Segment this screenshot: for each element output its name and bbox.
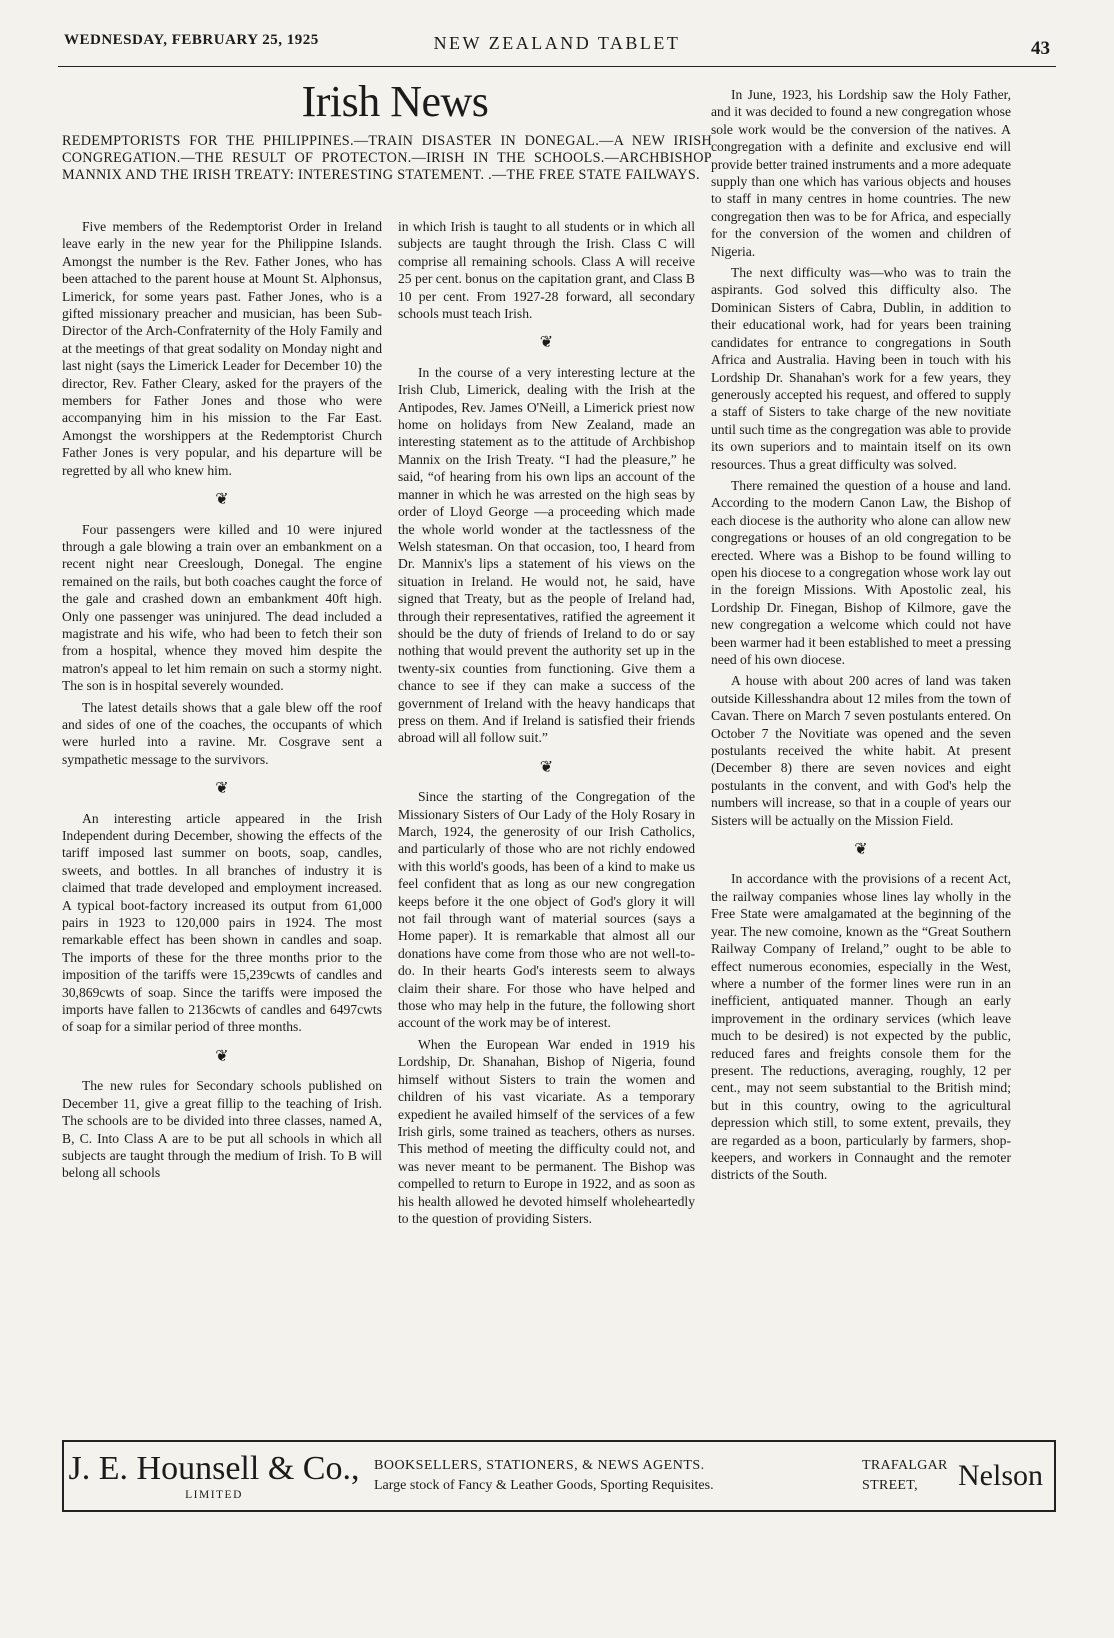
article-paragraph: The latest details shows that a gale blew off the roof and sides of one of the coaches, the occupants of which were hurled into a ravine. Mr. Cosgrave sent a sympathetic message to the survivors.	[62, 699, 382, 767]
advertisement-line-1: BOOKSELLERS, STATIONERS, & NEWS AGENTS.	[374, 1458, 705, 1473]
advertisement-town: Nelson	[958, 1459, 1043, 1492]
masthead: NEW ZEALAND TABLET	[433, 33, 681, 53]
page-number: 43	[1031, 38, 1050, 59]
section-subheading: REDEMPTORISTS FOR THE PHILIPPINES.—TRAIN DISASTER IN DONEGAL.—A NEW IRISH CONGREGATION.—THE RESULT OF PROTECTON.—IRISH IN THE SCHOOLS.—ARCHBISHOP MANNIX AND THE IRISH TREATY: INTERESTING STATEMENT. .—THE FREE STATE FAILWAYS.	[62, 133, 712, 183]
street-line-1: TRAFALGAR	[862, 1458, 948, 1473]
ornament-icon: ❦	[539, 334, 554, 352]
article-paragraph: When the European War ended in 1919 his Lordship, Dr. Shanahan, Bishop of Nigeria, found himself without Sisters to train the women and children of his vast vicariate. As a temporary expedient he availed himself of the services of a few Irish girls, some trained as teachers, others as nurses. This method of meeting the difficulty could not, and was never meant to be permanent. The Bishop was compelled to return to Europe in 1922, and as soon as his health allowed he devoted himself wholeheartedly to the question of providing Sisters.	[398, 1036, 695, 1226]
advertiser-name: J. E. Hounsell & Co.,	[68, 1450, 360, 1487]
advertiser-suffix: LIMITED	[185, 1489, 243, 1501]
advertiser-name-block	[64, 1451, 364, 1501]
ornament-icon: ❦	[215, 491, 229, 509]
article-paragraph: Since the starting of the Congregation of the Missionary Sisters of Our Lady of the Holy Rosary in March, 1924, the generosity of our Irish Catholics, and particularly of those who are not richly endowed with this world's goods, has been of a kind to make us feel confident that as long as our new congregation keeps before it the one object of God's glory it will not fail through want of material sources (says a Home paper). It is remarkable that almost all our donations have come from those who are not well-to-do. In their hearts God's interests seem to always claim their share. For those who have helped and those who may help in the future, the following short account of the work may be of interest.	[398, 789, 695, 1031]
advertisement-street	[862, 1456, 958, 1496]
advertisement	[62, 1440, 1056, 1512]
ornament-icon: ❦	[539, 758, 554, 776]
section-title: Irish News	[301, 77, 489, 126]
issue-date: WEDNESDAY, FEBRUARY 25, 1925	[64, 32, 319, 48]
article-column-2	[398, 218, 695, 1231]
article-paragraph: In the course of a very interesting lecture at the Irish Club, Limerick, dealing with the Irish at the Antipodes, Rev. James O'Neill, a Limerick priest now home on holidays from New Zealand, made an interesting statement as to the attitude of Archbishop Mannix on the Irish Treaty. “I had the pleasure,” he said, “of hearing from his own lips an account of the manner in which he was arrested on the high seas by order of Lloyd George —a proceeding which made the whole world wonder at the tactlessness of the Welsh statesman. On that occasion, too, I heard from Dr. Mannix's lips a statement of his views on the situation in Ireland. He would not, he said, have signed that Treaty, but as the people of Ireland had, through their representatives, ratified the agreement it should be the duty of friends of Ireland to do or say nothing that would prevent the authority set up in the twenty-six counties from functioning. Give them a chance to see if they can make a success of the government of Ireland with the heavy handicaps that press on them. And if Ireland is satisfied their friends abroad will all follow suit.”	[398, 364, 695, 746]
article-paragraph: A house with about 200 acres of land was taken outside Killesshandra about 12 miles from the town of Cavan. There on March 7 seven postulants entered. On October 7 the Novitiate was opened and the seven postulants received the white habit. At present (December 8) there are seven novices and eight postulants in the convent, and with God's help the numbers will increase, so that in a couple of years our Sisters will be actually on the Mission Field.	[711, 673, 1011, 828]
advertisement-goods	[364, 1456, 862, 1496]
article-paragraph: The next difficulty was—who was to train the aspirants. God solved this difficulty also. The Dominican Sisters of Cabra, Dublin, in addition to their educational work, had for years been training candidates for entrance to congregations in South Africa and Australia. Having been in touch with his Lordship Dr. Shanahan's work for a few years, they generously accepted his request, and offered to supply a staff of Sisters to take charge of the new novitiate until such time as the congregation was able to provide its own superiors and to maintain itself on its own resources. Thus a great difficulty was solved.	[711, 265, 1011, 472]
ornament-icon: ❦	[215, 780, 229, 798]
article-paragraph: An interesting article appeared in the Irish Independent during December, showing the effects of the tariff imposed last summer on boots, soap, candles, sweets, and bottles. In all branches of industry it is claimed that trade developed and employment increased. A typical boot-factory increased its output from 61,000 pairs in 1923 to 120,000 pairs in 1924. The most remarkable effect has been shown in candles and soap. The imports of these for the three months prior to the imposition of the tariffs were 15,239cwts of candles and 30,869cwts of soap. Since the tariffs were imposed the imports have fallen to 2136cwts of candles and 6497cwts of soap for a similar period of three months.	[62, 810, 382, 1035]
article-paragraph: In accordance with the provisions of a recent Act, the railway companies whose lines lay wholly in the Free State were amalgamated at the beginning of the year. The new comoine, known as the “Great Southern Railway Company of Ireland,” ought to be able to effect numerous economies, especially in the West, where a number of the former lines were run in an inefficient, antiquated manner. Though an early improvement in the ordinary services (which leave much to be desired) is not expected by the public, reduced fares and freights console them for the present. The reductions, averaging, roughly, 12 per cent., may not seem substantial to the British mind; but in this country, owing to the agricultural depression which still, to some extent, prevails, they are regarded as a boon, particularly by farmers, shop-keepers, and workers in Connaught and the remoter districts of the South.	[711, 871, 1011, 1183]
street-line-2: STREET,	[862, 1478, 918, 1493]
article-paragraph: The new rules for Secondary schools published on December 11, give a great fillip to the teaching of Irish. The schools are to be divided into three classes, named A, B, C. Into Class A are to be put all schools in which all subjects are taught through the medium of Irish. To B will belong all schools	[62, 1078, 382, 1181]
article-column-1	[62, 218, 382, 1186]
article-column-3	[711, 86, 1011, 1188]
advertisement-line-2: Large stock of Fancy & Leather Goods, Sporting Requisites.	[374, 1478, 714, 1493]
article-paragraph: There remained the question of a house and land. According to the modern Canon Law, the Bishop of each diocese is the authority who alone can allow new congregations or houses of an old congregation to be erected. Where was a Bishop to be found willing to open his diocese to a congregation whose work lay out in the foreign Missions. With Apostolic zeal, his Lordship Dr. Finegan, Bishop of Kilmore, gave the new congregation a welcome which could not have been warmer had it been established to meet a pressing need of his own diocese.	[711, 477, 1011, 667]
article-paragraph: Four passengers were killed and 10 were injured through a gale blowing a train over an embankment on a recent night near Creeslough, Donegal. The engine remained on the rails, but both coaches caught the force of the gale and crashed down an embankment 40ft high. Only one passenger was uninjured. The dead included a magistrate and his wife, who had been to fetch their son from a hospital, whence they moved him despite the matron's appeal to let him remain on such a stormy night. The son is in hospital severely wounded.	[62, 521, 382, 694]
article-paragraph: in which Irish is taught to all students or in which all subjects are taught through the Irish. Class C will comprise all remaining schools. Class A will receive 25 per cent. bonus on the capitation grant, and Class B 10 per cent. From 1927-28 forward, all secondary schools must teach Irish.	[398, 219, 695, 322]
ornament-icon: ❦	[215, 1047, 229, 1065]
ornament-icon: ❦	[854, 841, 868, 859]
article-paragraph: Five members of the Redemptorist Order in Ireland leave early in the new year for the Philippine Islands. Amongst the number is the Rev. Father Jones, who has been attached to the parent house at Mount St. Alphonsus, Limerick, for some years past. Father Jones, who is a gifted missionary preacher and musician, has been Sub-Director of the Arch-Confraternity of the Holy Family and at the meetings of that great sodality on Monday night and last night (says the Limerick Leader for December 10) the director, Rev. Father Cleary, asked for the prayers of the members for Father Jones and those who were accompanying him in his mission to the Far East. Amongst the worshippers at the Redemptorist Church Father Jones is very popular, and his departure will be regretted by all who knew him.	[62, 219, 382, 478]
page-header	[58, 24, 1056, 67]
article-paragraph: In June, 1923, his Lordship saw the Holy Father, and it was decided to found a new congregation whose sole work would be the conversion of the natives. A congregation with a definite and exclusive end will provide better trained instruments and a more adequate supply than one which has various objects and houses to staff in many centres in home countries. The new congregation then was to be for Africa, and especially for the conversion of the women and children of Nigeria.	[711, 87, 1011, 259]
